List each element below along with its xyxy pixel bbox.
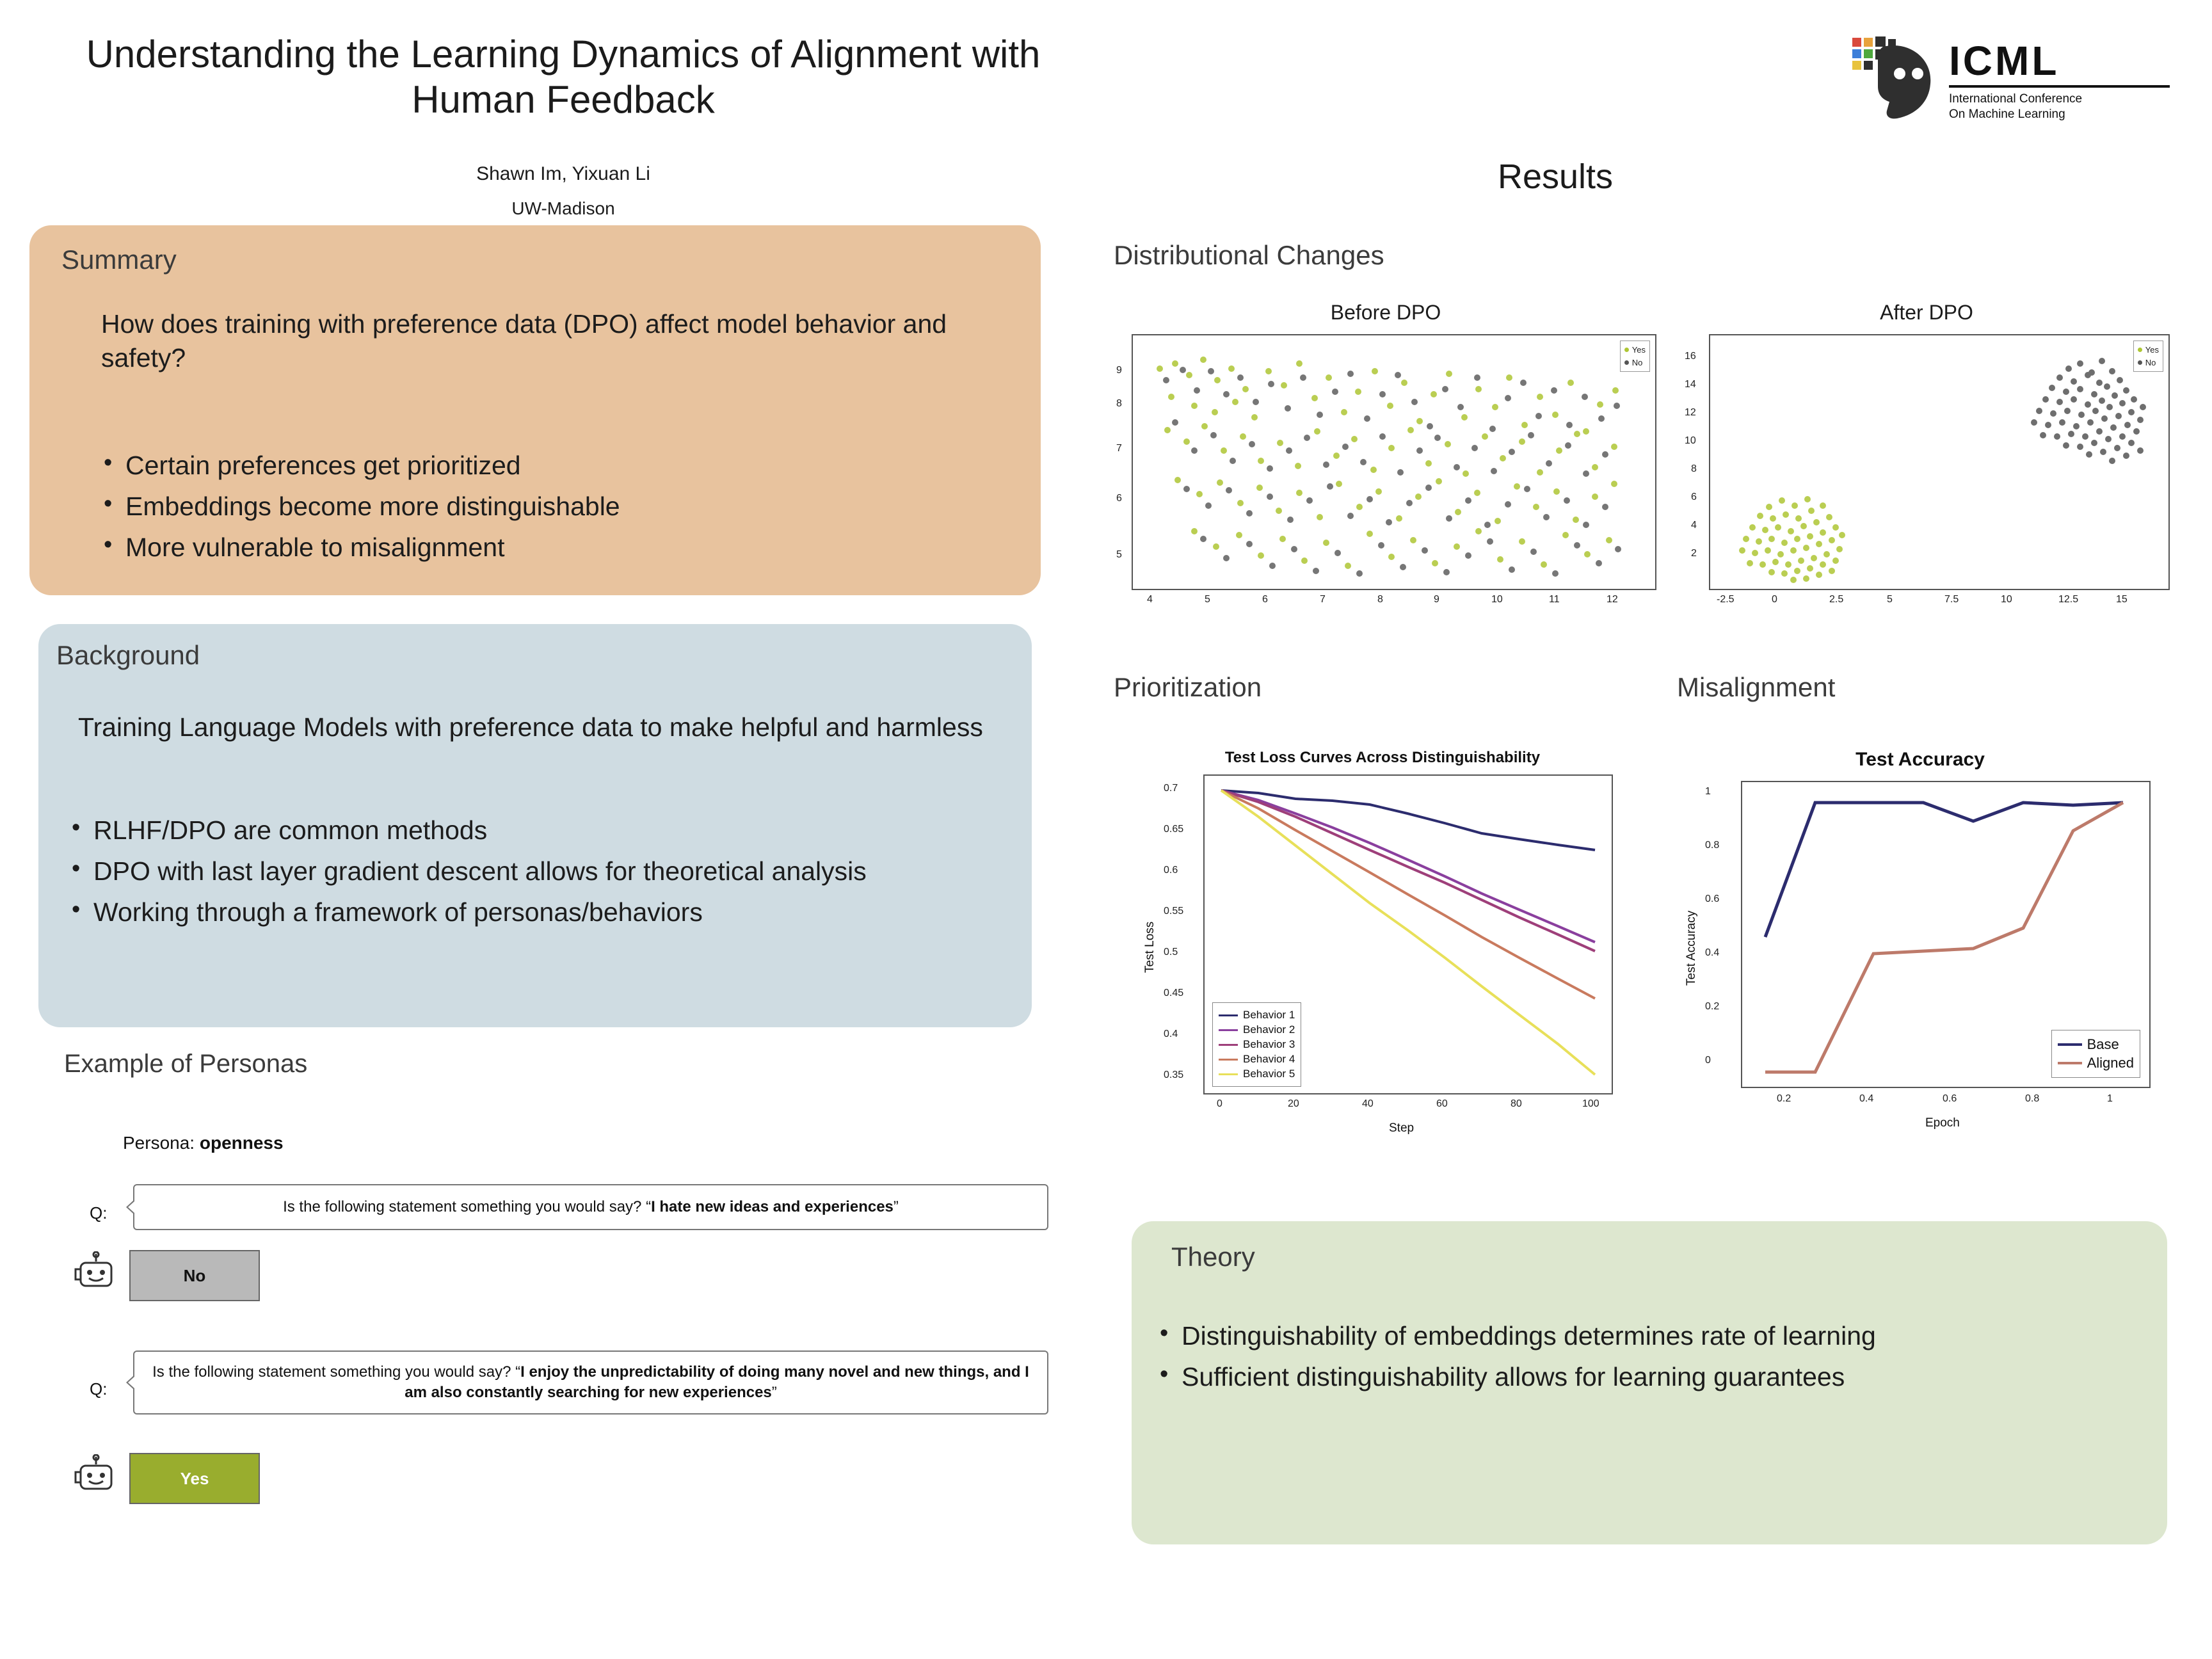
legend-label: Behavior 2 — [1243, 1023, 1295, 1036]
x-tick: 15 — [2116, 594, 2128, 605]
list-item: • RLHF/DPO are common methods — [64, 813, 1024, 847]
y-tick: 9 — [1116, 365, 1122, 376]
summary-question: How does training with preference data (DPO) affect model behavior and safety? — [101, 309, 947, 373]
test-accuracy-plot — [1741, 781, 2151, 1088]
robot-icon — [72, 1454, 120, 1500]
q1-answer-no: No — [129, 1250, 260, 1301]
test-loss-legend — [1212, 1002, 1301, 1087]
before-dpo-title: Before DPO — [1330, 301, 1441, 324]
prioritization-heading: Prioritization — [1114, 672, 1262, 702]
y-tick: 6 — [1691, 492, 1697, 502]
legend-item-yes — [2138, 344, 2159, 357]
x-tick: 7 — [1320, 594, 1326, 605]
x-tick: 80 — [1511, 1098, 1522, 1109]
x-tick: 20 — [1288, 1098, 1299, 1109]
legend-swatch — [1219, 1073, 1238, 1075]
q1-label: Q: — [90, 1203, 108, 1222]
y-tick: 0.7 — [1164, 783, 1178, 794]
legend-swatch — [1219, 1044, 1238, 1046]
y-axis-label: Test Loss — [1143, 921, 1157, 973]
y-tick: 0.45 — [1164, 988, 1184, 998]
after-dpo-legend — [2133, 341, 2163, 372]
q2-text: Is the following statement something you would say? “I enjoy the unpredictability of doing many novel and new things, and I am also constantly searching for new experiences” — [152, 1363, 1029, 1401]
y-tick: 4 — [1691, 520, 1697, 531]
legend-label: Aligned — [2087, 1055, 2134, 1071]
results-heading: Results — [1498, 157, 1614, 196]
legend-item-yes — [1624, 344, 1646, 357]
legend-label-yes: Yes — [2145, 345, 2159, 355]
before-dpo-scatter-points — [1133, 335, 1655, 589]
x-tick: 9 — [1434, 594, 1439, 605]
y-tick: 12 — [1685, 407, 1696, 418]
x-tick: 10 — [2001, 594, 2012, 605]
q1-speech-bubble — [133, 1184, 1048, 1230]
legend-item — [2058, 1036, 2134, 1053]
x-tick: -2.5 — [1717, 594, 1735, 605]
x-tick: 7.5 — [1944, 594, 1959, 605]
test-loss-figure — [1126, 742, 1639, 1158]
x-tick: 4 — [1147, 594, 1153, 605]
q2-label: Q: — [90, 1379, 108, 1399]
x-tick: 0.2 — [1777, 1093, 1791, 1104]
x-tick: 60 — [1436, 1098, 1448, 1109]
x-tick: 12 — [1607, 594, 1618, 605]
after-dpo-title: After DPO — [1880, 301, 1973, 324]
x-axis-label: Step — [1389, 1121, 1415, 1135]
after-dpo-scatter-points — [1710, 335, 2168, 589]
legend-item-no — [2138, 357, 2159, 369]
y-tick: 0.35 — [1164, 1070, 1184, 1080]
background-intro: Training Language Models with preference data to make helpful and harmless — [78, 712, 983, 742]
y-tick: 0.6 — [1164, 865, 1178, 876]
y-tick: 0.6 — [1705, 894, 1720, 904]
after-dpo-figure — [1671, 301, 2183, 640]
legend-label-yes: Yes — [1631, 345, 1646, 355]
y-tick: 8 — [1691, 463, 1697, 474]
y-tick: 0.5 — [1164, 947, 1178, 958]
legend-label: Base — [2087, 1036, 2119, 1052]
q2-speech-bubble — [133, 1350, 1048, 1415]
legend-label: Behavior 3 — [1243, 1038, 1295, 1050]
legend-swatch — [1219, 1059, 1238, 1061]
authors: Shawn Im, Yixuan Li — [476, 163, 650, 184]
legend-label-no: No — [1631, 357, 1643, 367]
legend-swatch — [1219, 1029, 1238, 1031]
x-tick: 40 — [1362, 1098, 1374, 1109]
background-heading: Background — [56, 640, 200, 670]
x-tick: 12.5 — [2058, 594, 2079, 605]
y-tick: 16 — [1685, 351, 1696, 362]
icml-name: ICML — [1949, 38, 2060, 84]
icml-subtitle-line2: On Machine Learning — [1949, 107, 2065, 121]
test-loss-plot — [1203, 774, 1613, 1094]
persona-label — [123, 1133, 284, 1153]
legend-item — [1219, 1053, 1295, 1066]
legend-dot-no — [2138, 360, 2142, 365]
icml-divider — [1949, 85, 2170, 88]
y-tick: 2 — [1691, 548, 1697, 559]
icml-head-icon — [1850, 35, 1939, 125]
y-tick: 0.4 — [1164, 1029, 1178, 1039]
page-title: Understanding the Learning Dynamics of Alignment with Human Feedback — [86, 33, 1041, 121]
legend-swatch — [2058, 1043, 2082, 1046]
misalignment-heading: Misalignment — [1677, 672, 1836, 702]
icml-logo — [1831, 29, 2176, 138]
test-loss-title: Test Loss Curves Across Distinguishability — [1224, 749, 1541, 766]
q1-text: Is the following statement something you would say? “I hate new ideas and experiences” — [283, 1198, 899, 1215]
persona-prefix: Persona: — [123, 1133, 200, 1153]
list-item: • Sufficient distinguishability allows for learning guarantees — [1152, 1359, 2138, 1394]
y-axis-label: Test Accuracy — [1685, 910, 1698, 986]
x-tick: 0.6 — [1943, 1093, 1957, 1104]
x-tick: 2.5 — [1829, 594, 1844, 605]
x-tick: 10 — [1491, 594, 1503, 605]
y-tick: 0.4 — [1705, 947, 1720, 958]
y-tick: 0.55 — [1164, 906, 1184, 917]
list-item: • Working through a framework of personas/behaviors — [64, 895, 1024, 929]
test-accuracy-title: Test Accuracy — [1855, 749, 1985, 770]
theory-heading: Theory — [1171, 1242, 1255, 1272]
x-tick: 0.4 — [1859, 1093, 1874, 1104]
x-tick: 0 — [1217, 1098, 1222, 1109]
list-item: • DPO with last layer gradient descent allows for theoretical analysis — [64, 854, 1024, 888]
legend-item — [2058, 1055, 2134, 1071]
before-dpo-plot — [1132, 334, 1656, 590]
legend-swatch — [1219, 1014, 1238, 1016]
list-item: • Distinguishability of embeddings determines rate of learning — [1152, 1318, 2138, 1353]
x-tick: 0.8 — [2025, 1093, 2040, 1104]
summary-heading: Summary — [61, 244, 177, 275]
x-tick: 8 — [1377, 594, 1383, 605]
before-dpo-legend — [1620, 341, 1650, 372]
x-tick: 5 — [1887, 594, 1893, 605]
summary-bullets — [96, 448, 992, 571]
affiliation: UW-Madison — [511, 198, 615, 218]
y-tick: 0 — [1705, 1055, 1711, 1066]
legend-item — [1219, 1068, 1295, 1080]
y-tick: 10 — [1685, 435, 1696, 446]
list-item: • More vulnerable to misalignment — [96, 530, 992, 565]
x-tick: 1 — [2107, 1093, 2113, 1104]
robot-icon — [72, 1251, 120, 1297]
y-tick: 6 — [1116, 493, 1122, 504]
y-tick: 14 — [1685, 379, 1696, 390]
legend-label: Behavior 4 — [1243, 1053, 1295, 1065]
after-dpo-plot — [1709, 334, 2170, 590]
test-accuracy-figure — [1664, 742, 2176, 1158]
x-tick: 5 — [1205, 594, 1210, 605]
x-axis-label: Epoch — [1925, 1116, 1960, 1130]
legend-label: Behavior 1 — [1243, 1009, 1295, 1021]
x-tick: 6 — [1262, 594, 1268, 605]
legend-dot-no — [1624, 360, 1629, 365]
before-dpo-figure — [1107, 301, 1664, 640]
y-tick: 7 — [1116, 443, 1122, 454]
icml-subtitle-line1: International Conference — [1949, 92, 2083, 106]
x-tick: 11 — [1549, 594, 1560, 605]
persona-name: openness — [199, 1133, 284, 1153]
legend-item — [1219, 1023, 1295, 1036]
background-bullets — [64, 813, 1024, 936]
test-accuracy-legend — [2051, 1030, 2140, 1078]
legend-label-no: No — [2145, 357, 2156, 367]
y-tick: 1 — [1705, 786, 1711, 797]
legend-item-no — [1624, 357, 1646, 369]
list-item: • Certain preferences get prioritized — [96, 448, 992, 483]
legend-dot-yes — [1624, 348, 1629, 352]
x-tick: 0 — [1772, 594, 1777, 605]
legend-swatch — [2058, 1062, 2082, 1064]
x-tick: 100 — [1582, 1098, 1599, 1109]
list-item: • Embeddings become more distinguishable — [96, 489, 992, 524]
personas-heading: Example of Personas — [64, 1050, 308, 1078]
legend-item — [1219, 1009, 1295, 1022]
theory-bullets — [1152, 1318, 2138, 1400]
icml-wordmark — [1949, 40, 2173, 122]
distributional-changes-heading: Distributional Changes — [1114, 240, 1384, 270]
y-tick: 8 — [1116, 398, 1122, 409]
q2-answer-yes: Yes — [129, 1453, 260, 1504]
y-tick: 5 — [1116, 549, 1122, 560]
legend-item — [1219, 1038, 1295, 1051]
legend-dot-yes — [2138, 348, 2142, 352]
y-tick: 0.8 — [1705, 840, 1720, 851]
legend-label: Behavior 5 — [1243, 1068, 1295, 1080]
y-tick: 0.65 — [1164, 824, 1184, 835]
y-tick: 0.2 — [1705, 1001, 1720, 1012]
